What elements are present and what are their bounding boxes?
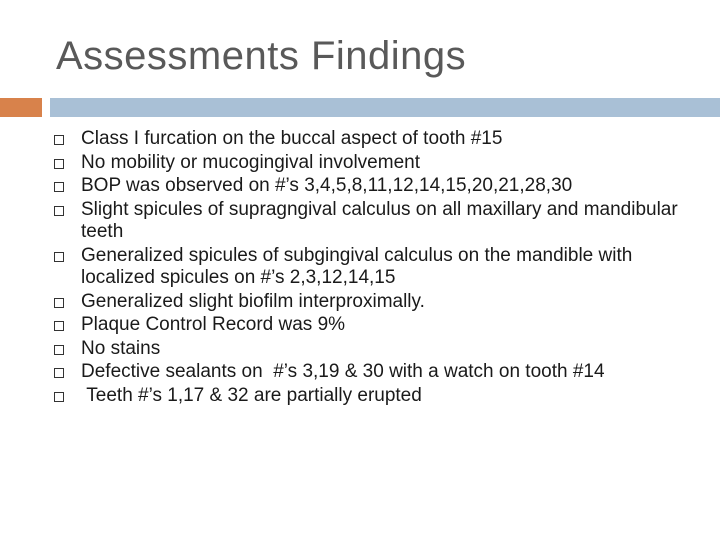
list-item [54,291,694,314]
list-item-text: Plaque Control Record was 9% [81,314,346,335]
list-item [54,128,694,151]
list-item [54,175,694,198]
slide-title: Assessments Findings [56,34,467,78]
square-bullet-icon [54,368,64,378]
list-item [54,314,694,337]
findings-list [54,128,694,408]
square-bullet-icon [54,206,64,216]
list-item-text: Generalized spicules of subgingival calculus on the mandible with localized spicules on #’s 2,3,12,14,15 [81,244,638,288]
square-bullet-icon [54,298,64,308]
square-bullet-icon [54,135,64,145]
square-bullet-icon [54,321,64,331]
list-item [54,361,694,384]
square-bullet-icon [54,392,64,402]
list-item [54,245,694,290]
list-item-text: Slight spicules of supragngival calculus on all maxillary and mandibular teeth [81,198,683,242]
list-item-text: Defective sealants on #’s 3,19 & 30 with a watch on tooth #14 [81,361,605,382]
list-item-text: Class I furcation on the buccal aspect of tooth #15 [81,128,503,149]
square-bullet-icon [54,182,64,192]
accent-bar-left [0,98,42,117]
list-item-text: Teeth #’s 1,17 & 32 are partially erupted [81,384,422,406]
list-item-text: No mobility or mucogingival involvement [81,151,420,173]
list-item-text: Generalized slight biofilm interproximally. [81,290,425,312]
list-item-text: BOP was observed on #’s 3,4,5,8,11,12,14,15,20,21,28,30 [81,175,573,196]
list-item [54,385,694,408]
list-item [54,338,694,361]
accent-bar-right [50,98,720,117]
list-item [54,199,694,244]
square-bullet-icon [54,345,64,355]
list-item [54,152,694,175]
list-item-text: No stains [81,337,161,359]
square-bullet-icon [54,252,64,262]
square-bullet-icon [54,159,64,169]
